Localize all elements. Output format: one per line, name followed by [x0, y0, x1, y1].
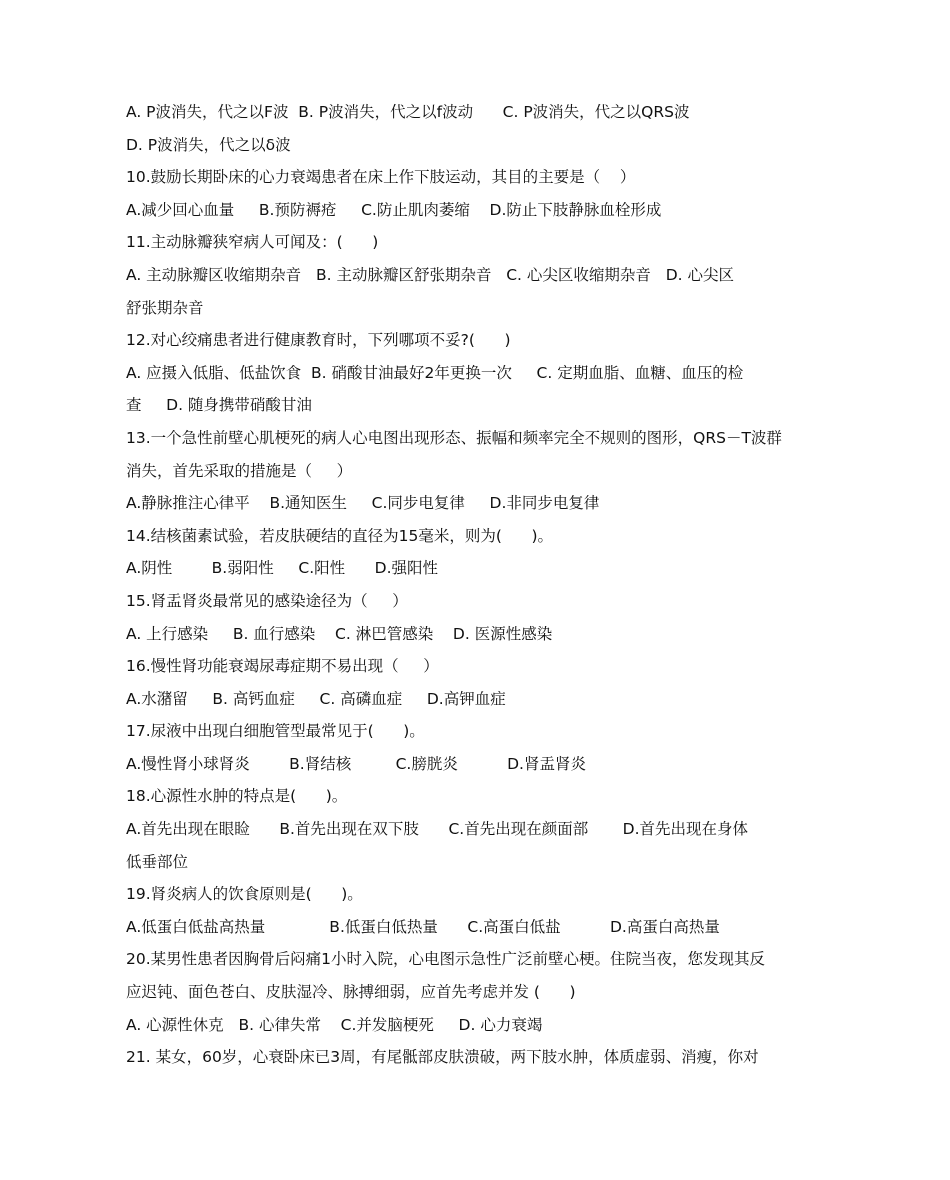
text-line: A. 主动脉瓣区收缩期杂音 B. 主动脉瓣区舒张期杂音 C. 心尖区收缩期杂音 D. 心尖区 — [126, 265, 734, 284]
text-line: 14.结核菌素试验，若皮肤硬结的直径为15毫米，则为( )。 — [126, 526, 554, 545]
text-line: 10.鼓励长期卧床的心力衰竭患者在床上作下肢运动，其目的主要是（ ） — [126, 168, 636, 187]
exam-page — [126, 96, 826, 1074]
text-line: A. 心源性休克 B. 心律失常 C.并发脑梗死 D. 心力衰竭 — [126, 1015, 543, 1034]
text-line: A.慢性肾小球肾炎 B.肾结核 C.膀胱炎 D.肾盂肾炎 — [126, 754, 586, 773]
text-line: 12.对心绞痛患者进行健康教育时，下列哪项不妥?( ) — [126, 331, 511, 350]
text-line: A. 上行感染 B. 血行感染 C. 淋巴管感染 D. 医源性感染 — [126, 624, 553, 643]
text-line: 13.一个急性前壁心肌梗死的病人心电图出现形态、振幅和频率完全不规则的图形，QRS－T波群 — [126, 428, 782, 447]
text-line: D. P波消失，代之以δ波 — [126, 135, 291, 154]
text-line: A.阴性 B.弱阳性 C.阳性 D.强阳性 — [126, 559, 439, 578]
text-line: 20.某男性患者因胸骨后闷痛1小时入院，心电图示急性广泛前壁心梗。住院当夜，您发现其反 — [126, 950, 766, 969]
text-line: A.低蛋白低盐高热量 B.低蛋白低热量 C.高蛋白低盐 D.高蛋白高热量 — [126, 917, 720, 936]
text-line: 查 D. 随身携带硝酸甘油 — [126, 396, 312, 415]
text-line: A. 应摄入低脂、低盐饮食 B. 硝酸甘油最好2年更换一次 C. 定期血脂、血糖、血压的检 — [126, 363, 744, 382]
text-line: 低垂部位 — [126, 852, 189, 871]
text-line: A.首先出现在眼睑 B.首先出现在双下肢 C.首先出现在颜面部 D.首先出现在身体 — [126, 820, 749, 839]
text-line: 18.心源性水肿的特点是( )。 — [126, 787, 348, 806]
text-line: A. P波消失，代之以F波 B. P波消失，代之以f波动 C. P波消失，代之以QRS波 — [126, 103, 690, 121]
text-line: A.减少回心血量 B.预防褥疮 C.防止肌肉萎缩 D.防止下肢静脉血栓形成 — [126, 200, 662, 219]
text-line: 11.主动脉瓣狭窄病人可闻及：( ) — [126, 233, 379, 252]
text-line: 消失，首先采取的措施是（ ） — [126, 461, 353, 480]
text-line: 21. 某女，60岁，心衰卧床已3周，有尾骶部皮肤溃破，两下肢水肿，体质虚弱、消瘦，你对 — [126, 1048, 759, 1067]
text-line: 16.慢性肾功能衰竭尿毒症期不易出现（ ） — [126, 657, 439, 676]
text-line: 15.肾盂肾炎最常见的感染途径为（ ） — [126, 591, 408, 610]
text-line: 17.尿液中出现白细胞管型最常见于( )。 — [126, 722, 425, 741]
text-line: 19.肾炎病人的饮食原则是( )。 — [126, 885, 363, 904]
text-line: 舒张期杂音 — [126, 298, 204, 317]
text-line: A.静脉推注心律平 B.通知医生 C.同步电复律 D.非同步电复律 — [126, 494, 600, 513]
text-line: 应迟钝、面色苍白、皮肤湿冷、脉搏细弱，应首先考虑并发 ( ) — [126, 983, 576, 1002]
text-line: A.水潴留 B. 高钙血症 C. 高磷血症 D.高钾血症 — [126, 689, 506, 708]
